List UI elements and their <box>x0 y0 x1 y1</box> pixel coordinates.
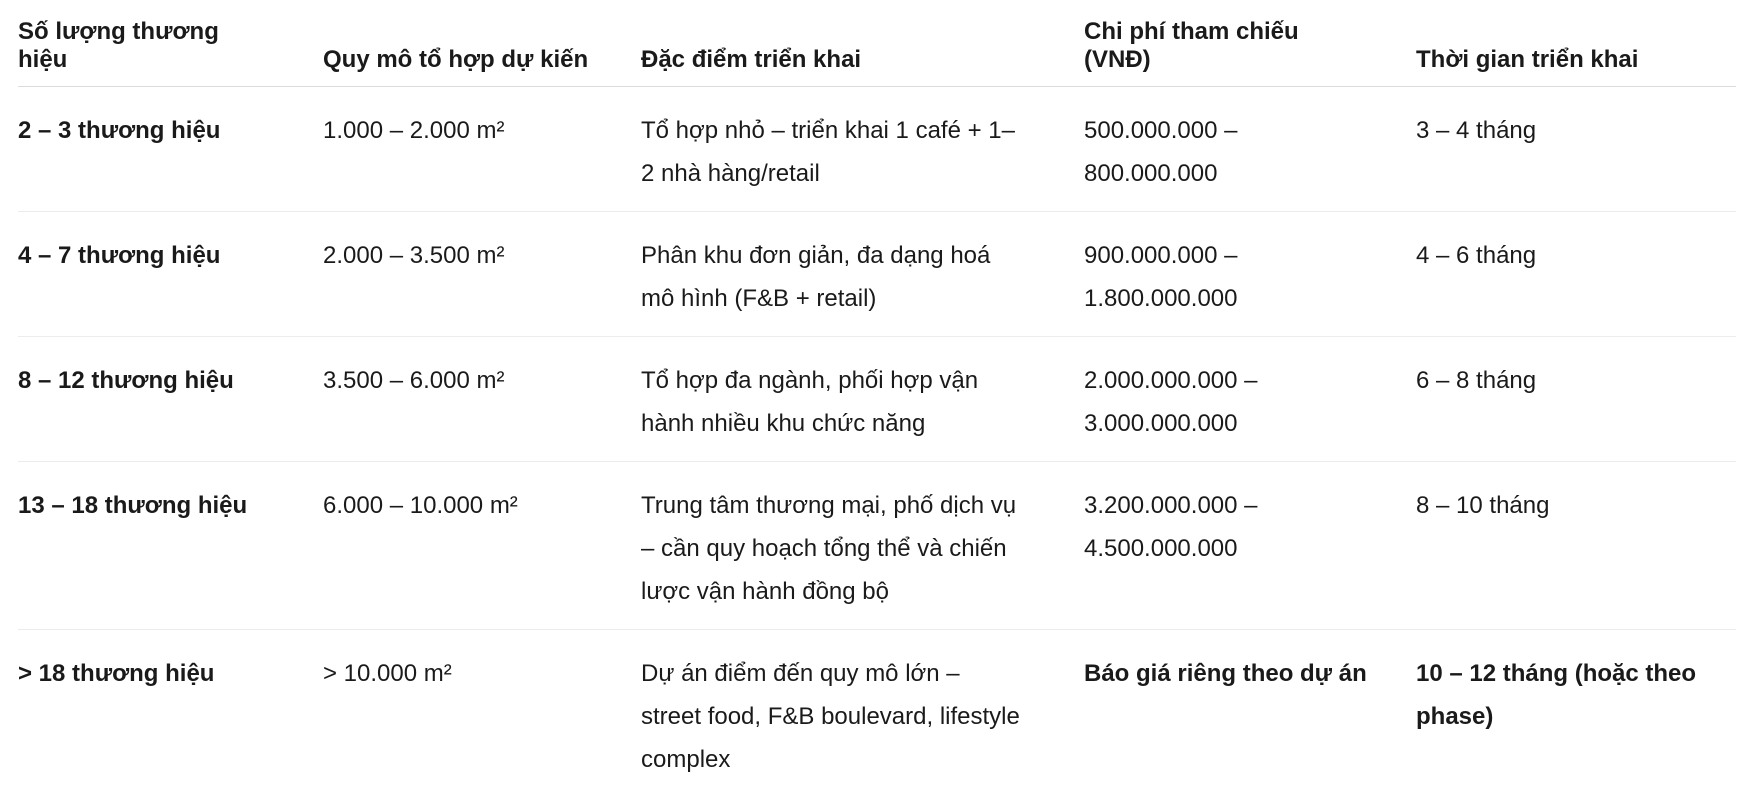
cell-time: 3 – 4 tháng <box>1416 87 1736 212</box>
header-scale: Quy mô tổ hợp dự kiến <box>323 18 641 87</box>
cell-cost: 900.000.000 – 1.800.000.000 <box>1084 212 1416 337</box>
cell-scale: 1.000 – 2.000 m² <box>323 87 641 212</box>
cell-time: 4 – 6 tháng <box>1416 212 1736 337</box>
cell-features: Dự án điểm đến quy mô lớn – street food, F&B boulevard, lifestyle complex <box>641 660 1020 773</box>
cell-features: Phân khu đơn giản, đa dạng hoá mô hình (F&B + retail) <box>641 212 1084 337</box>
table-row <box>18 212 1736 337</box>
header-cost: Chi phí tham chiếu (VNĐ) <box>1084 18 1416 87</box>
cell-cost: 2.000.000.000 – 3.000.000.000 <box>1084 337 1416 462</box>
cell-brand-count: 4 – 7 thương hiệu <box>18 212 323 337</box>
pricing-table <box>18 18 1736 797</box>
header-row <box>18 18 1736 87</box>
cell-time: 6 – 8 tháng <box>1416 337 1736 462</box>
cell-brand-count: 13 – 18 thương hiệu <box>18 462 323 630</box>
table-body <box>18 87 1736 798</box>
header-time: Thời gian triển khai <box>1416 18 1736 87</box>
cell-cost: 500.000.000 – 800.000.000 <box>1084 87 1416 212</box>
cell-brand-count: 2 – 3 thương hiệu <box>18 87 323 212</box>
cell-scale: 6.000 – 10.000 m² <box>323 462 641 630</box>
cell-scale: > 10.000 m² <box>323 660 452 687</box>
cell-time: 10 – 12 tháng (hoặc theo phase) <box>1416 660 1697 730</box>
cell-scale: 3.500 – 6.000 m² <box>323 337 641 462</box>
cell-features: Trung tâm thương mại, phố dịch vụ – cần quy hoạch tổng thể và chiến lược vận hành đồng bộ <box>641 462 1084 630</box>
cell-cost: Báo giá riêng theo dự án <box>1084 660 1367 687</box>
cell-cost: 3.200.000.000 – 4.500.000.000 <box>1084 462 1416 630</box>
cell-brand-count: > 18 thương hiệu <box>18 660 215 687</box>
table-row <box>18 87 1736 212</box>
pricing-table-container <box>18 18 1736 797</box>
table-header <box>18 18 1736 87</box>
cell-scale: 2.000 – 3.500 m² <box>323 212 641 337</box>
header-brand-count: Số lượng thương hiệu <box>18 18 323 87</box>
cell-time: 8 – 10 tháng <box>1416 462 1736 630</box>
cell-brand-count: 8 – 12 thương hiệu <box>18 337 323 462</box>
table-row <box>18 337 1736 462</box>
cell-features: Tổ hợp nhỏ – triển khai 1 café + 1–2 nhà hàng/retail <box>641 87 1084 212</box>
header-features: Đặc điểm triển khai <box>641 18 1084 87</box>
cell-features: Tổ hợp đa ngành, phối hợp vận hành nhiều khu chức năng <box>641 337 1084 462</box>
table-row <box>18 630 1736 798</box>
table-row <box>18 462 1736 630</box>
